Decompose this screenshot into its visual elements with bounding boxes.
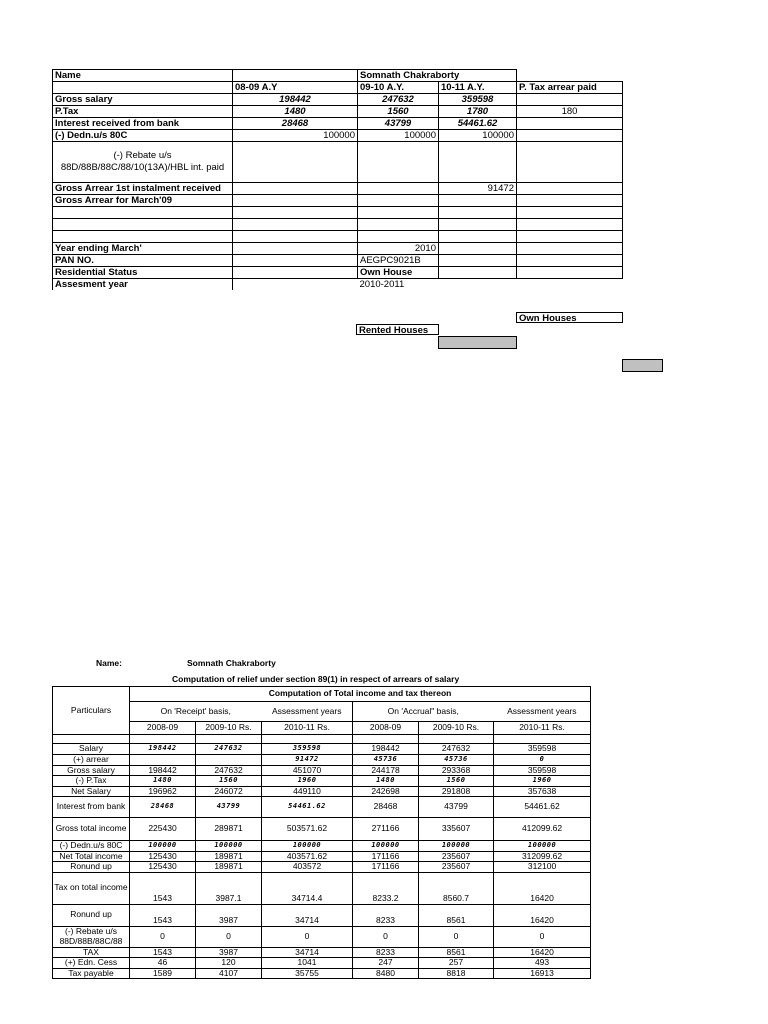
row-label: Gross salary (53, 765, 130, 776)
dedn80c-0809: 100000 (233, 130, 358, 142)
row-value (196, 755, 262, 766)
row-value: 291808 (419, 786, 494, 797)
row-label: TAX (53, 947, 130, 958)
year-col-3: 2010-11 Rs. (262, 722, 353, 735)
row-label: Ronund up (53, 862, 130, 873)
grey-cell (438, 336, 517, 349)
row-value: 100000 (494, 841, 591, 852)
year-col-1: 2008-09 (130, 722, 196, 735)
row-value: 34714 (262, 947, 353, 958)
table-row (53, 947, 591, 958)
name-value: Somnath Chakraborty (358, 70, 517, 82)
row-value: 1480 (353, 776, 419, 787)
row-value: 16420 (494, 947, 591, 958)
row-value: 0 (130, 926, 196, 947)
row-value: 100000 (196, 841, 262, 852)
particulars-header: Particulars (53, 687, 130, 735)
row-value: 0 (419, 926, 494, 947)
comp-name-value: Somnath Chakraborty (187, 658, 276, 668)
row-label: (-) Dedn.u/s 80C (53, 841, 130, 852)
col-0809: 08-09 A.Y (233, 82, 358, 94)
row-value: 198442 (130, 744, 196, 755)
row-value: 1560 (196, 776, 262, 787)
row-value: 100000 (419, 841, 494, 852)
row-value: 412099.62 (494, 818, 591, 841)
row-value: 0 (353, 926, 419, 947)
table-row (53, 872, 591, 904)
row-value: 125430 (130, 851, 196, 862)
row-value: 45736 (419, 755, 494, 766)
gross-salary-0809: 198442 (233, 94, 358, 106)
row-value: 242698 (353, 786, 419, 797)
row-value: 54461.62 (262, 797, 353, 818)
col-ptax-arrear: P. Tax arrear paid (517, 82, 623, 94)
table-row (53, 851, 591, 862)
ptax-label: P.Tax (53, 106, 233, 118)
row-value: 189871 (196, 851, 262, 862)
row-value: 1480 (130, 776, 196, 787)
table-title: Computation of Total income and tax thereon (130, 687, 591, 702)
row-value: 3987 (196, 904, 262, 926)
rented-houses-cell: Rented Houses (356, 324, 439, 335)
comp-title: Computation of relief under section 89(1) in respect of arrears of salary (172, 674, 460, 684)
row-value: 359598 (262, 744, 353, 755)
ptax-0809: 1480 (233, 106, 358, 118)
row-value: 257 (419, 958, 494, 969)
row-value: 8560.7 (419, 872, 494, 904)
row-value: 1543 (130, 872, 196, 904)
interest-0910: 43799 (358, 118, 439, 130)
row-value: 449110 (262, 786, 353, 797)
col-0910: 09-10 A.Y. (358, 82, 439, 94)
row-value: 28468 (353, 797, 419, 818)
row-value: 493 (494, 958, 591, 969)
computation-rows (53, 744, 591, 979)
row-value: 28468 (130, 797, 196, 818)
row-value: 125430 (130, 862, 196, 873)
table-row (53, 755, 591, 766)
row-value: 293368 (419, 765, 494, 776)
table-row (53, 862, 591, 873)
row-value: 16913 (494, 968, 591, 979)
gross-salary-0910: 247632 (358, 94, 439, 106)
year-col-5: 2009-10 Rs. (419, 722, 494, 735)
row-value: 0 (262, 926, 353, 947)
assessment-sheet (52, 69, 623, 290)
row-label: (+) arrear (53, 755, 130, 766)
row-value: 335607 (419, 818, 494, 841)
row-value: 54461.62 (494, 797, 591, 818)
row-value: 1960 (262, 776, 353, 787)
row-label: Ronund up (53, 904, 130, 926)
accrual-basis: On 'Accrual" basis, (353, 702, 494, 722)
interest-0809: 28468 (233, 118, 358, 130)
ptax-arrear: 180 (517, 106, 623, 118)
row-value: 120 (196, 958, 262, 969)
row-value: 0 (494, 926, 591, 947)
row-value: 235607 (419, 862, 494, 873)
row-value: 312100 (494, 862, 591, 873)
computation-table (52, 686, 591, 979)
row-value: 8233.2 (353, 872, 419, 904)
row-value: 34714.4 (262, 872, 353, 904)
row-label: Tax payable (53, 968, 130, 979)
row-value: 403571.62 (262, 851, 353, 862)
row-value: 0 (196, 926, 262, 947)
row-value: 359598 (494, 765, 591, 776)
receipt-basis: On 'Receipt' basis, (130, 702, 262, 722)
year-ending-label: Year ending March' (53, 243, 233, 255)
row-value: 1960 (494, 776, 591, 787)
gross-arrear-1st-label: Gross Arrear 1st instalment received (53, 183, 233, 195)
interest-1011: 54461.62 (439, 118, 517, 130)
row-value: 312099.62 (494, 851, 591, 862)
row-value (130, 755, 196, 766)
row-value: 43799 (419, 797, 494, 818)
row-value: 171166 (353, 862, 419, 873)
row-value: 271166 (353, 818, 419, 841)
row-value: 1560 (419, 776, 494, 787)
row-value: 43799 (196, 797, 262, 818)
row-value: 198442 (353, 744, 419, 755)
row-value: 3987.1 (196, 872, 262, 904)
row-label: (-) P.Tax (53, 776, 130, 787)
assessment-years-1: Assessment years (262, 702, 353, 722)
row-value: 100000 (130, 841, 196, 852)
row-value: 8480 (353, 968, 419, 979)
row-value: 8818 (419, 968, 494, 979)
row-value: 8561 (419, 947, 494, 958)
row-value: 100000 (353, 841, 419, 852)
comp-name-label: Name: (96, 658, 122, 668)
row-value: 451070 (262, 765, 353, 776)
row-value: 244178 (353, 765, 419, 776)
year-col-4: 2008-09 (353, 722, 419, 735)
grey-cell-2 (622, 359, 663, 372)
col-1011: 10-11 A.Y. (439, 82, 517, 94)
row-value: 8233 (353, 947, 419, 958)
row-value: 357638 (494, 786, 591, 797)
gross-salary-label: Gross salary (53, 94, 233, 106)
own-houses-cell: Own Houses (516, 312, 623, 323)
row-value: 247632 (196, 744, 262, 755)
row-label: Gross total income (53, 818, 130, 841)
table-row (53, 776, 591, 787)
row-value: 198442 (130, 765, 196, 776)
row-value: 225430 (130, 818, 196, 841)
row-value: 45736 (353, 755, 419, 766)
table-row (53, 926, 591, 947)
interest-label: Interest received from bank (53, 118, 233, 130)
row-value: 8233 (353, 904, 419, 926)
row-value: 189871 (196, 862, 262, 873)
gross-arrear-1st-1011: 91472 (439, 183, 517, 195)
pan-label: PAN NO. (53, 255, 233, 267)
row-value: 4107 (196, 968, 262, 979)
row-value: 247632 (196, 765, 262, 776)
row-value: 1589 (130, 968, 196, 979)
assessment-years-2: Assessment years (494, 702, 591, 722)
row-label: Interest from bank (53, 797, 130, 818)
row-value: 1543 (130, 904, 196, 926)
row-value: 0 (494, 755, 591, 766)
row-value: 403572 (262, 862, 353, 873)
gross-arrear-march-label: Gross Arrear for March'09 (53, 195, 233, 207)
row-value: 16420 (494, 904, 591, 926)
residential-label: Residential Status (53, 267, 233, 279)
table-row (53, 765, 591, 776)
table-row (53, 786, 591, 797)
assessment-label: Assesment year (53, 279, 233, 291)
dedn80c-1011: 100000 (439, 130, 517, 142)
row-value: 503571.62 (262, 818, 353, 841)
row-label: Net Total income (53, 851, 130, 862)
row-value: 8561 (419, 904, 494, 926)
table-row (53, 904, 591, 926)
table-row (53, 744, 591, 755)
name-label: Name (53, 70, 233, 82)
row-value: 171166 (353, 851, 419, 862)
table-row (53, 797, 591, 818)
row-value: 289871 (196, 818, 262, 841)
row-value: 100000 (262, 841, 353, 852)
row-value: 196962 (130, 786, 196, 797)
row-value: 3987 (196, 947, 262, 958)
year-col-2: 2009-10 Rs. (196, 722, 262, 735)
row-label: Salary (53, 744, 130, 755)
row-label: Tax on total income (53, 872, 130, 904)
row-value: 359598 (494, 744, 591, 755)
residential-value: Own House (358, 267, 439, 279)
row-label: Net Salary (53, 786, 130, 797)
ptax-0910: 1560 (358, 106, 439, 118)
table-row (53, 958, 591, 969)
table-row (53, 841, 591, 852)
row-value: 46 (130, 958, 196, 969)
assessment-value: 2010-2011 (359, 279, 405, 290)
year-ending-value: 2010 (358, 243, 439, 255)
pan-value: AEGPC9021B (358, 255, 439, 267)
ptax-1011: 1780 (439, 106, 517, 118)
rebate-label: (-) Rebate u/s 88D/88B/88C/88/10(13A)/HBL int. paid (53, 142, 233, 183)
row-value: 91472 (262, 755, 353, 766)
row-value: 246072 (196, 786, 262, 797)
dedn80c-0910: 100000 (358, 130, 439, 142)
row-value: 247632 (419, 744, 494, 755)
dedn80c-label: (-) Dedn.u/s 80C (53, 130, 233, 142)
row-value: 35755 (262, 968, 353, 979)
gross-salary-1011: 359598 (439, 94, 517, 106)
row-value: 247 (353, 958, 419, 969)
row-label: (+) Edn. Cess (53, 958, 130, 969)
table-row (53, 968, 591, 979)
row-value: 16420 (494, 872, 591, 904)
row-label: (-) Rebate u/s 88D/88B/88C/88 (53, 926, 130, 947)
table-row (53, 818, 591, 841)
year-col-6: 2010-11 Rs. (494, 722, 591, 735)
row-value: 1041 (262, 958, 353, 969)
row-value: 235607 (419, 851, 494, 862)
row-value: 1543 (130, 947, 196, 958)
row-value: 34714 (262, 904, 353, 926)
